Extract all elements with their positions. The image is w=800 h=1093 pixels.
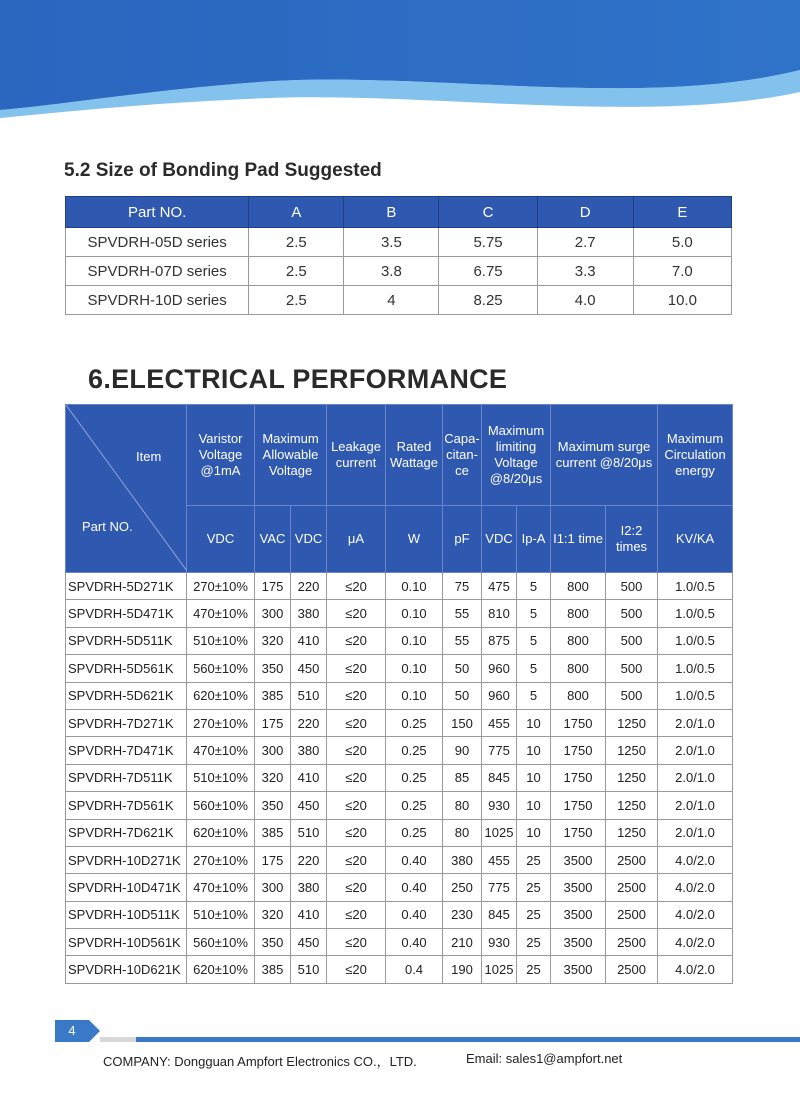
table-header-row [66,197,732,228]
table-cell: 845 [482,764,517,791]
column-header: B [344,197,439,228]
table-cell: 320 [255,627,291,654]
electrical-performance-table [65,404,733,984]
table-cell: 5.75 [439,228,537,257]
table-row [66,655,733,682]
table-cell: 1.0/0.5 [658,573,733,600]
footer-divider-gray [100,1037,136,1042]
unit-header: Ip-A [517,506,551,573]
table-cell: 250 [443,874,482,901]
table-cell: 930 [482,792,517,819]
table-cell: 800 [551,573,606,600]
table-cell: 5.0 [633,228,731,257]
table-cell: 0.10 [386,573,443,600]
part-number-cell: SPVDRH-05D series [66,228,249,257]
table-cell: 0.40 [386,929,443,956]
table-cell: 5 [517,655,551,682]
table-cell: 1750 [551,709,606,736]
table-cell: 930 [482,929,517,956]
table-cell: 560±10% [187,929,255,956]
table-row [66,956,733,983]
rated-wattage-header: Rated Wattage [386,405,443,506]
table-row [66,764,733,791]
table-cell: 800 [551,600,606,627]
table-cell: 0.40 [386,901,443,928]
table-cell: 470±10% [187,737,255,764]
part-number-cell: SPVDRH-10D621K [66,956,187,983]
electrical-table-body [66,573,733,984]
table-cell: ≤20 [327,846,386,873]
table-cell: 385 [255,956,291,983]
table-row [66,846,733,873]
table-cell: ≤20 [327,874,386,901]
table-cell: 800 [551,655,606,682]
circulation-energy-header: Maximum Circulation energy [658,405,733,506]
table-cell: 3.3 [537,257,633,286]
table-cell: 80 [443,819,482,846]
part-number-cell: SPVDRH-7D471K [66,737,187,764]
table-cell: 190 [443,956,482,983]
table-cell: 10.0 [633,286,731,315]
table-cell: 1750 [551,819,606,846]
header-wave-banner [0,0,800,140]
table-cell: 8.25 [439,286,537,315]
table-cell: ≤20 [327,956,386,983]
table-cell: 10 [517,709,551,736]
table-cell: 2500 [606,901,658,928]
table-cell: 270±10% [187,573,255,600]
table-cell: 25 [517,874,551,901]
table-cell: 10 [517,764,551,791]
unit-header: VDC [291,506,327,573]
table-cell: 800 [551,682,606,709]
table-cell: 0.25 [386,764,443,791]
table-cell: 3500 [551,901,606,928]
table-cell: 1025 [482,819,517,846]
table-cell: ≤20 [327,929,386,956]
table-cell: 5 [517,682,551,709]
table-cell: ≤20 [327,737,386,764]
table-cell: 175 [255,709,291,736]
column-header: E [633,197,731,228]
table-cell: 80 [443,792,482,819]
table-cell: 455 [482,709,517,736]
table-cell: 380 [291,737,327,764]
table-cell: 0.10 [386,655,443,682]
table-cell: 3.8 [344,257,439,286]
table-cell: 210 [443,929,482,956]
table-row [66,874,733,901]
table-cell: 55 [443,627,482,654]
table-cell: 500 [606,600,658,627]
table-cell: 775 [482,737,517,764]
part-number-cell: SPVDRH-5D561K [66,655,187,682]
table-cell: 350 [255,655,291,682]
table-cell: 4.0/2.0 [658,874,733,901]
max-surge-current-header: Maximum surge current @8/20μs [551,405,658,506]
table-cell: 510 [291,819,327,846]
table-cell: ≤20 [327,655,386,682]
table-cell: 55 [443,600,482,627]
table-cell: 0.40 [386,846,443,873]
unit-header: VDC [187,506,255,573]
table-cell: 2500 [606,929,658,956]
table-cell: 300 [255,737,291,764]
table-cell: 1.0/0.5 [658,627,733,654]
table-cell: 560±10% [187,792,255,819]
table-cell: 0.25 [386,737,443,764]
column-header: D [537,197,633,228]
table-cell: 3500 [551,956,606,983]
table-cell: 300 [255,874,291,901]
table-cell: 1025 [482,956,517,983]
column-header: A [249,197,344,228]
table-cell: 2500 [606,846,658,873]
table-cell: ≤20 [327,682,386,709]
table-cell: 0.10 [386,600,443,627]
table-cell: 270±10% [187,709,255,736]
table-cell: ≤20 [327,573,386,600]
unit-header: μA [327,506,386,573]
unit-header: KV/KA [658,506,733,573]
table-cell: 50 [443,655,482,682]
table-cell: 1750 [551,764,606,791]
part-number-cell: SPVDRH-5D471K [66,600,187,627]
table-cell: 150 [443,709,482,736]
table-cell: ≤20 [327,819,386,846]
table-cell: 0.10 [386,682,443,709]
table-cell: 0.25 [386,709,443,736]
table-cell: 25 [517,929,551,956]
table-cell: 2.7 [537,228,633,257]
table-cell: 1250 [606,709,658,736]
page-number-arrow [89,1020,100,1042]
item-partno-corner-header [66,405,187,573]
table-cell: 230 [443,901,482,928]
table-cell: 510 [291,682,327,709]
table-cell: 775 [482,874,517,901]
footer-email: Email: sales1@ampfort.net [466,1051,623,1066]
table-cell: 500 [606,682,658,709]
table-cell: 380 [291,600,327,627]
table-cell: 1250 [606,792,658,819]
table-cell: 4.0/2.0 [658,901,733,928]
table-cell: 500 [606,573,658,600]
table-cell: 2500 [606,874,658,901]
table-row [66,228,732,257]
table-cell: 380 [291,874,327,901]
table-cell: 0.25 [386,819,443,846]
section-title-bonding-pad: 5.2 Size of Bonding Pad Suggested [64,160,382,181]
table-cell: ≤20 [327,901,386,928]
table-cell: 3500 [551,846,606,873]
table-cell: 350 [255,929,291,956]
table-row [66,286,732,315]
table-cell: 3.5 [344,228,439,257]
table-cell: 470±10% [187,874,255,901]
bonding-pad-table [65,196,732,315]
table-cell: 350 [255,792,291,819]
table-cell: 1250 [606,737,658,764]
table-cell: 2.5 [249,228,344,257]
table-cell: 845 [482,901,517,928]
table-cell: 0.25 [386,792,443,819]
part-number-cell: SPVDRH-5D271K [66,573,187,600]
table-cell: 10 [517,737,551,764]
table-cell: 385 [255,682,291,709]
part-number-cell: SPVDRH-7D271K [66,709,187,736]
unit-header: I2:2 times [606,506,658,573]
table-header-row [66,405,733,506]
table-row [66,901,733,928]
table-cell: 2.0/1.0 [658,819,733,846]
table-row [66,682,733,709]
max-limiting-voltage-header: Maximum limiting Voltage @8/20μs [482,405,551,506]
corner-diagonal-line [66,405,187,571]
part-number-cell: SPVDRH-5D511K [66,627,187,654]
table-cell: 5 [517,573,551,600]
part-number-cell: SPVDRH-7D511K [66,764,187,791]
table-cell: 75 [443,573,482,600]
footer-company: COMPANY: Dongguan Ampfort Electronics CO.，LTD. [103,1054,417,1069]
table-cell: 1.0/0.5 [658,682,733,709]
table-cell: 270±10% [187,846,255,873]
table-cell: 0.4 [386,956,443,983]
table-cell: ≤20 [327,600,386,627]
table-cell: 470±10% [187,600,255,627]
table-cell: 175 [255,573,291,600]
part-number-cell: SPVDRH-10D511K [66,901,187,928]
table-cell: 1750 [551,792,606,819]
table-cell: 25 [517,901,551,928]
corner-partno-label: Part NO. [82,519,133,534]
table-cell: 300 [255,600,291,627]
table-cell: 620±10% [187,819,255,846]
table-cell: 220 [291,846,327,873]
table-cell: 2500 [606,956,658,983]
table-cell: 2.0/1.0 [658,737,733,764]
table-cell: 3500 [551,874,606,901]
column-header: C [439,197,537,228]
page-number: 4 [55,1020,89,1042]
table-cell: 2.5 [249,257,344,286]
table-cell: 2.0/1.0 [658,792,733,819]
table-cell: 85 [443,764,482,791]
table-cell: 0.10 [386,627,443,654]
table-cell: 220 [291,709,327,736]
unit-header: W [386,506,443,573]
table-cell: 385 [255,819,291,846]
table-cell: 25 [517,846,551,873]
table-row [66,737,733,764]
part-number-cell: SPVDRH-7D561K [66,792,187,819]
varistor-voltage-header: Varistor Voltage @1mA [187,405,255,506]
table-cell: 1750 [551,737,606,764]
table-cell: 10 [517,792,551,819]
table-cell: 320 [255,764,291,791]
table-cell: 25 [517,956,551,983]
table-cell: 475 [482,573,517,600]
table-cell: 4.0/2.0 [658,929,733,956]
table-row [66,792,733,819]
table-cell: 560±10% [187,655,255,682]
table-cell: 450 [291,655,327,682]
table-cell: 4.0/2.0 [658,846,733,873]
part-number-cell: SPVDRH-10D271K [66,846,187,873]
bonding-pad-table-body [66,228,732,315]
table-cell: 6.75 [439,257,537,286]
part-number-cell: SPVDRH-10D series [66,286,249,315]
table-cell: 4 [344,286,439,315]
table-cell: 450 [291,792,327,819]
table-cell: 2.0/1.0 [658,764,733,791]
section-title-electrical: 6.ELECTRICAL PERFORMANCE [88,364,508,394]
table-cell: 320 [255,901,291,928]
table-cell: 510±10% [187,901,255,928]
table-cell: 450 [291,929,327,956]
table-cell: 3500 [551,929,606,956]
table-cell: 620±10% [187,956,255,983]
table-row [66,627,733,654]
table-cell: 810 [482,600,517,627]
table-cell: 455 [482,846,517,873]
unit-header: I1:1 time [551,506,606,573]
table-cell: 410 [291,627,327,654]
table-row [66,600,733,627]
table-cell: 510±10% [187,764,255,791]
table-cell: 90 [443,737,482,764]
table-cell: ≤20 [327,709,386,736]
table-cell: 5 [517,627,551,654]
table-cell: 175 [255,846,291,873]
table-cell: 510±10% [187,627,255,654]
footer-divider-blue [136,1037,800,1042]
table-cell: 2.5 [249,286,344,315]
table-row [66,819,733,846]
table-cell: 1250 [606,764,658,791]
table-cell: 10 [517,819,551,846]
leakage-current-header: Leakage current [327,405,386,506]
part-number-cell: SPVDRH-5D621K [66,682,187,709]
table-cell: 1.0/0.5 [658,600,733,627]
table-cell: ≤20 [327,764,386,791]
part-number-cell: SPVDRH-10D561K [66,929,187,956]
table-row [66,929,733,956]
table-cell: ≤20 [327,792,386,819]
table-cell: 1.0/0.5 [658,655,733,682]
column-header: Part NO. [66,197,249,228]
capacitance-header: Capa- citan- ce [443,405,482,506]
part-number-cell: SPVDRH-7D621K [66,819,187,846]
unit-header: VDC [482,506,517,573]
part-number-cell: SPVDRH-07D series [66,257,249,286]
table-cell: 960 [482,655,517,682]
table-cell: 220 [291,573,327,600]
table-cell: 1250 [606,819,658,846]
table-cell: ≤20 [327,627,386,654]
table-row [66,573,733,600]
table-cell: 410 [291,764,327,791]
table-cell: 875 [482,627,517,654]
table-cell: 50 [443,682,482,709]
table-cell: 5 [517,600,551,627]
table-cell: 500 [606,627,658,654]
table-cell: 380 [443,846,482,873]
table-cell: 410 [291,901,327,928]
table-row [66,257,732,286]
table-cell: 500 [606,655,658,682]
table-cell: 800 [551,627,606,654]
table-cell: 4.0/2.0 [658,956,733,983]
table-cell: 4.0 [537,286,633,315]
table-cell: 7.0 [633,257,731,286]
table-row [66,709,733,736]
part-number-cell: SPVDRH-10D471K [66,874,187,901]
corner-item-label: Item [136,449,162,464]
table-cell: 960 [482,682,517,709]
table-cell: 0.40 [386,874,443,901]
table-cell: 510 [291,956,327,983]
unit-header: pF [443,506,482,573]
unit-header: VAC [255,506,291,573]
max-allowable-voltage-header: Maximum Allowable Voltage [255,405,327,506]
table-cell: 2.0/1.0 [658,709,733,736]
table-cell: 620±10% [187,682,255,709]
